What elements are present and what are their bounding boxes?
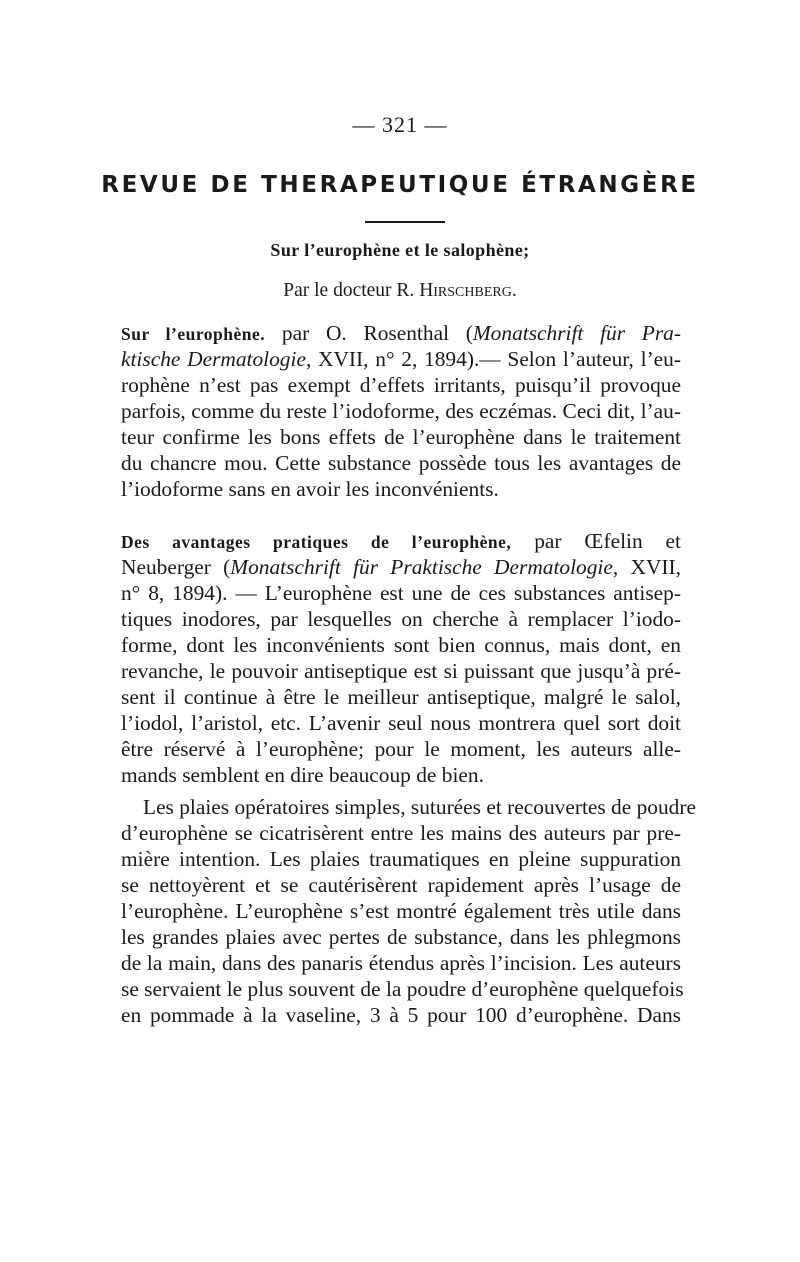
text-line: sent il continue à être le meilleur antiseptique, malgré le salol, — [121, 685, 681, 709]
runin-heading: Des avantages pratiques de l’europhène, — [121, 532, 512, 552]
author-prefix: Par le docteur R. — [283, 280, 415, 301]
text-line: rophène n’est pas exempt d’effets irritants, puisqu’il provoque — [121, 373, 681, 397]
text-line: parfois, comme du reste l’iodoforme, des eczémas. Ceci dit, l’au- — [121, 399, 681, 423]
runin-heading: Sur l’europhène. — [121, 324, 266, 344]
article-subtitle: Sur l’europhène et le salophène; — [270, 240, 530, 260]
text-line: l’europhène. L’europhène s’est montré également très utile dans — [121, 899, 681, 923]
paragraph-europhene — [121, 320, 681, 502]
text-line: Les plaies opératoires simples, suturées et recouvertes de poudre — [143, 795, 696, 819]
title-divider — [365, 221, 445, 223]
page-title: REVUE DE THERAPEUTIQUE ÉTRANGÈRE — [101, 172, 699, 198]
paragraph-avantages — [121, 528, 681, 788]
text-line: n° 8, 1894). — L’europhène est une de ces substances antisep- — [121, 581, 681, 605]
text-line: teur confirme les bons effets de l’europhène dans le traitement — [121, 425, 681, 449]
text-line: Sur l’europhène. par O. Rosenthal (Monatschrift für Pra- — [121, 321, 681, 345]
text-line: revanche, le pouvoir antiseptique est si puissant que jusqu’à pré- — [121, 659, 681, 683]
text-line: de la main, dans des panaris étendus après l’incision. Les auteurs — [121, 951, 681, 975]
text-line: tiques inodores, par lesquelles on cherche à remplacer l’iodo- — [121, 607, 681, 631]
author-name: Hirschberg. — [419, 280, 517, 301]
text-line: Neuberger (Monatschrift für Praktische Dermatologie, XVII, — [121, 555, 681, 579]
text-line: du chancre mou. Cette substance possède tous les avantages de — [121, 451, 681, 475]
text-line: mière intention. Les plaies traumatiques en pleine suppuration — [121, 847, 681, 871]
paragraph-plaies — [121, 794, 696, 1028]
text-line: l’iodoforme sans en avoir les inconvénients. — [121, 477, 499, 501]
page-number: — 321 — — [352, 112, 448, 137]
text-line: en pommade à la vaseline, 3 à 5 pour 100 d’europhène. Dans — [121, 1003, 681, 1027]
text-line: être réservé à l’europhène; pour le moment, les auteurs alle- — [121, 737, 681, 761]
text-line: ktische Dermatologie, XVII, n° 2, 1894).— Selon l’auteur, l’eu- — [121, 347, 681, 371]
author-line — [0, 280, 800, 302]
text-line: se servaient le plus souvent de la poudre d’europhène quelquefois — [121, 977, 684, 1001]
text-line: se nettoyèrent et se cautérisèrent rapidement après l’usage de — [121, 873, 681, 897]
text-line: l’iodol, l’aristol, etc. L’avenir seul nous montrera quel sort doit — [121, 711, 681, 735]
text-line: mands semblent en dire beaucoup de bien. — [121, 763, 484, 787]
text-line: forme, dont les inconvénients sont bien connus, mais dont, en — [121, 633, 681, 657]
text-line: d’europhène se cicatrisèrent entre les mains des auteurs par pre- — [121, 821, 681, 845]
text-line: Des avantages pratiques de l’europhène, par Œfelin et — [121, 529, 681, 553]
text-line: les grandes plaies avec pertes de substance, dans les phlegmons — [121, 925, 681, 949]
